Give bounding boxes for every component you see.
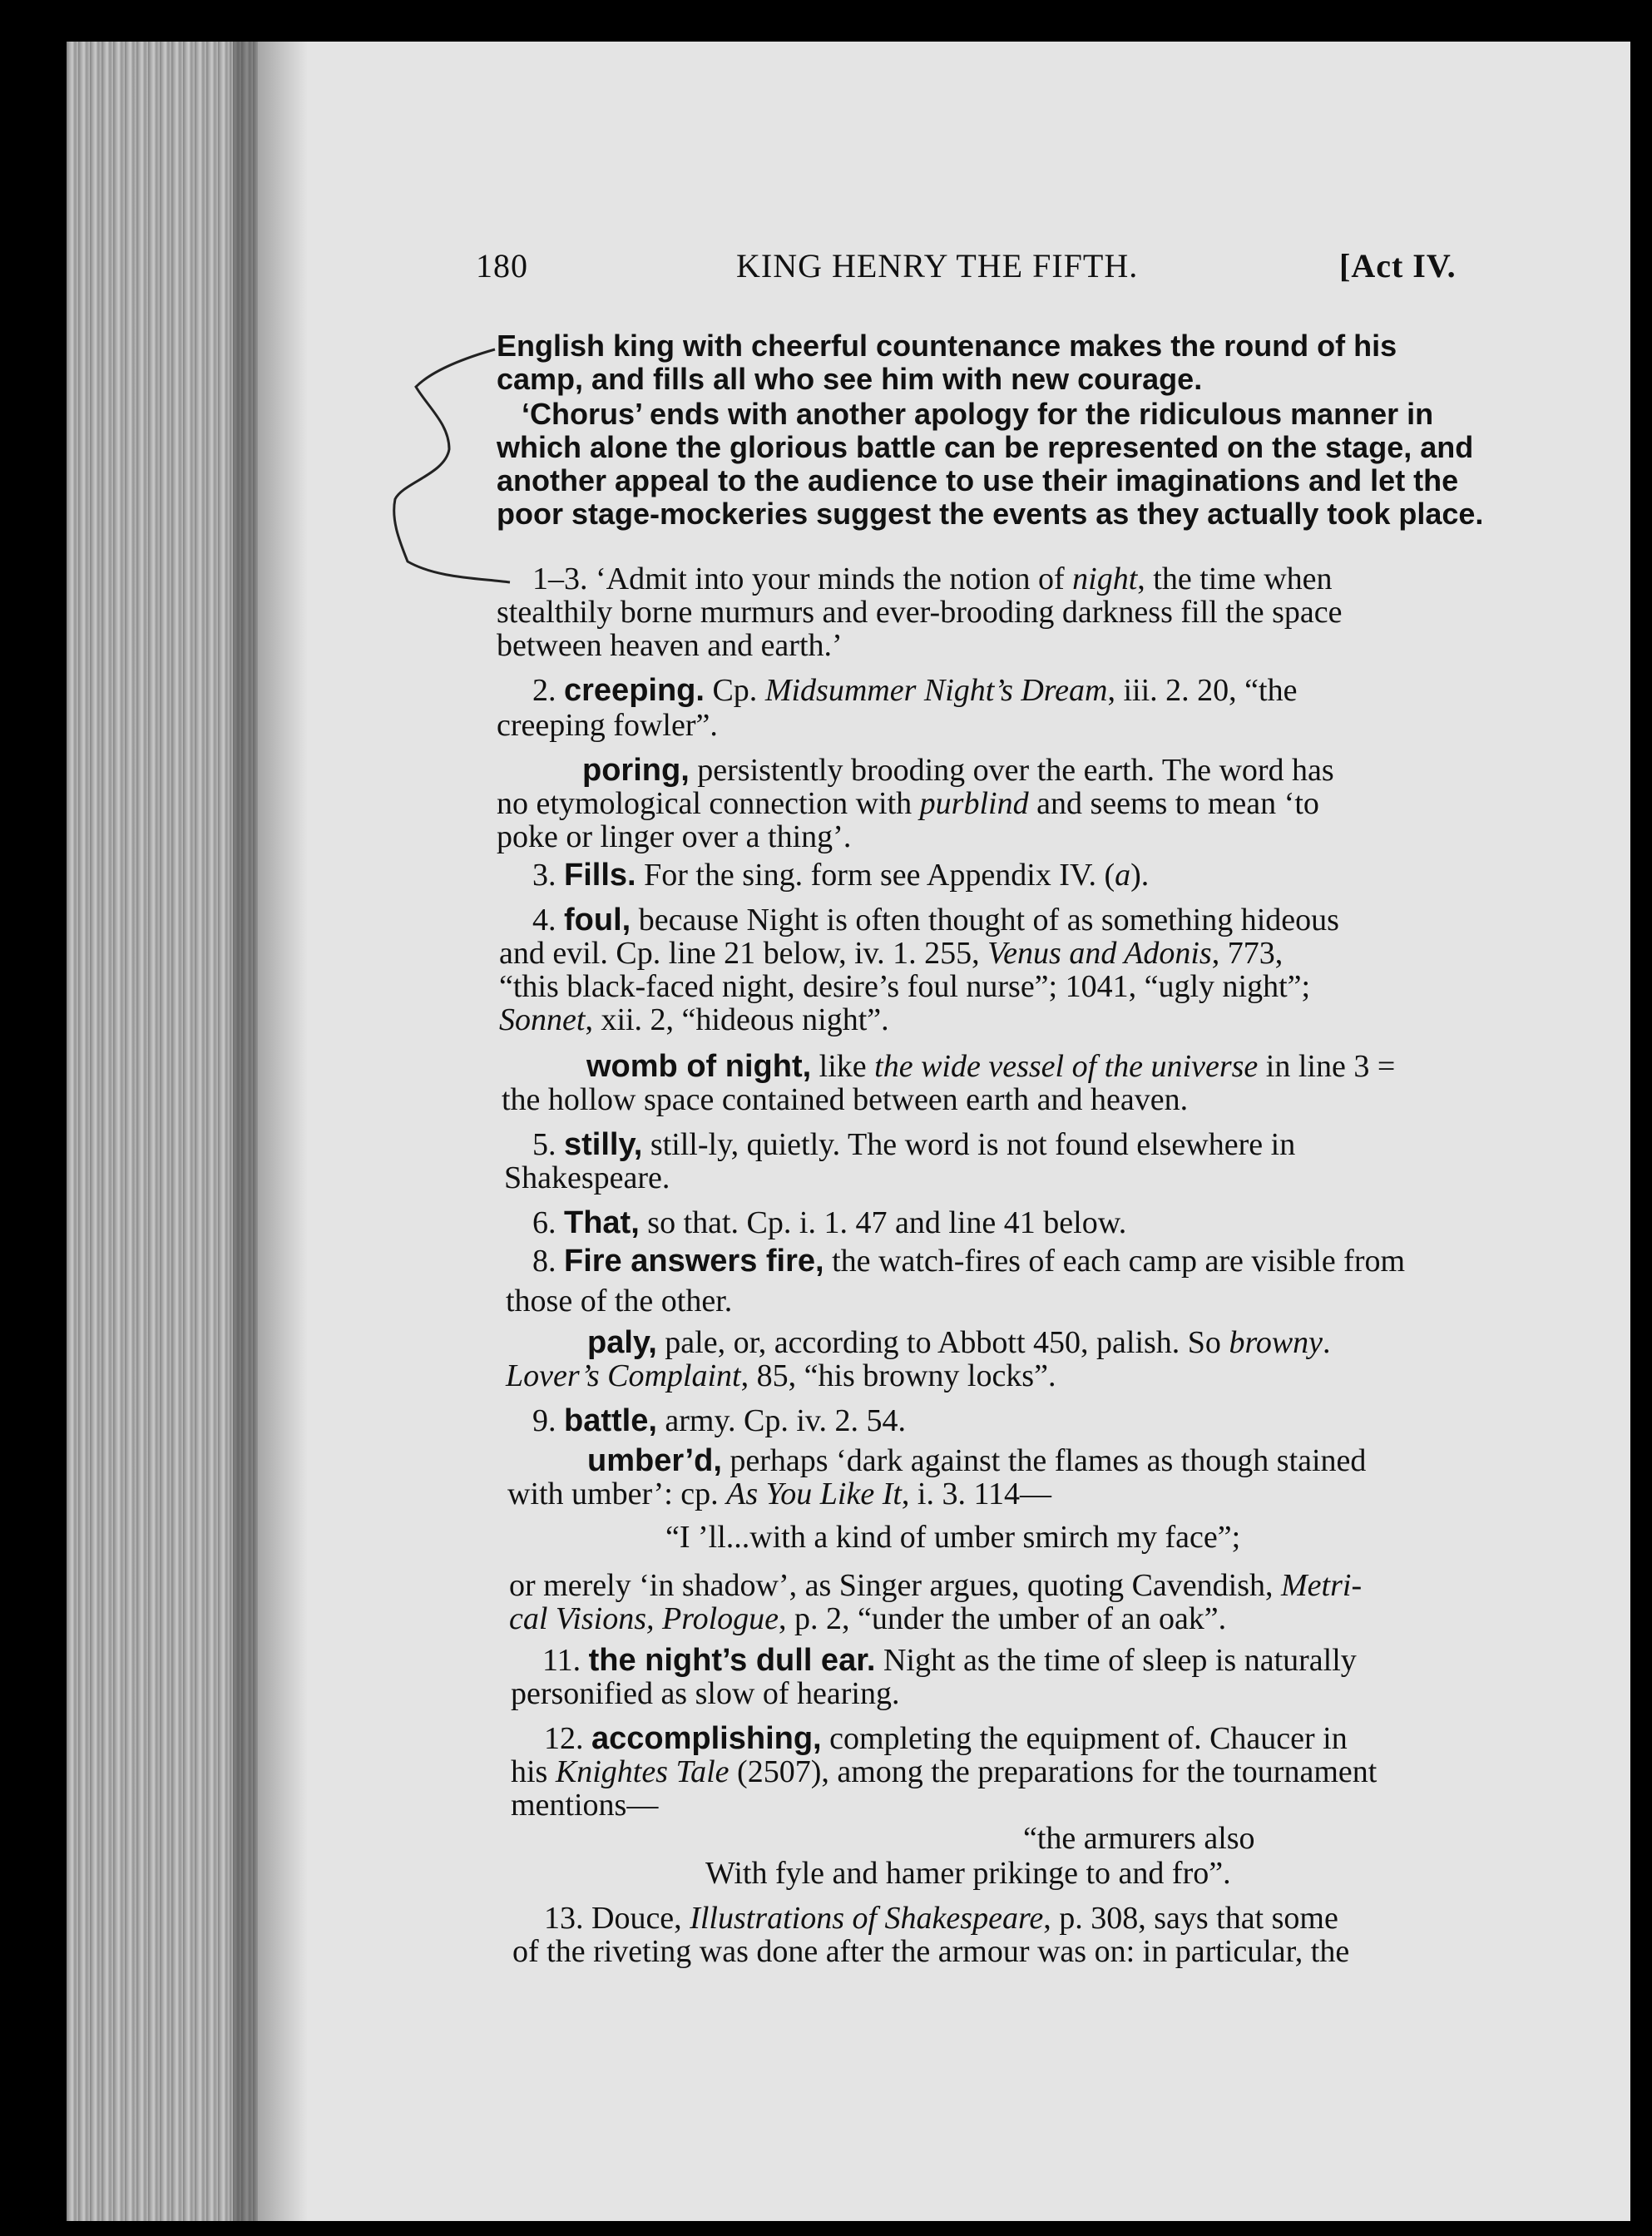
quotation-line: “I ’ll...with a kind of umber smirch my face”; [665,1520,1241,1555]
note-line [542,1644,1357,1677]
text-line: the hollow space contained between earth and heaven. [502,1082,1189,1117]
text-line: poor stage-mockeries suggest the events as they actually took place. [497,497,1484,531]
note-headword: battle, [564,1403,657,1438]
note-line [544,1902,1338,1935]
text-line: another appeal to the audience to use their imaginations and let the [497,463,1459,497]
italic-text: purblind [919,786,1029,821]
note-headword: stilly, [564,1127,643,1162]
italic-text: Sonnet [499,1002,586,1037]
note-line [509,1602,1226,1635]
text-line: mentions— [511,1788,659,1823]
note-text: , i. 3. 114— [901,1477,1052,1511]
note-line [532,1128,1295,1161]
page-number: 180 [476,247,528,284]
text-line: Shakespeare. [504,1160,670,1195]
italic-text: Midsummer Night’s Dream [764,673,1108,708]
note-text: Cp. [704,673,765,708]
binding-shadow [233,42,308,2221]
note-line [532,858,1149,892]
text-line: which alone the glorious battle can be represented on the stage, and [497,430,1474,464]
note-number: 2. [532,673,564,708]
note-text: , the time when [1137,561,1333,596]
note-text: ). [1130,858,1150,893]
note-text: , p. 308, says that some [1043,1901,1338,1936]
note-text: , 85, “his browny locks”. [740,1358,1056,1393]
italic-text: Illustrations of Shakespeare [690,1901,1044,1936]
text-line: stealthily borne murmurs and ever-brooding darkness fill the space [497,595,1343,630]
note-text: because Night is often thought of as something hideous [631,903,1339,937]
note-headword: foul, [564,903,631,937]
note-text: perhaps ‘dark against the flames as though stained [721,1443,1367,1478]
text-line: those of the other. [506,1284,733,1318]
note-line [499,1003,889,1036]
note-text: , p. 2, “under the umber of an oak”. [779,1601,1227,1636]
note-text: Night as the time of sleep is naturally [875,1643,1357,1678]
note-number: 8. [532,1244,564,1279]
quotation-line: With fyle and hamer prikinge to and fro”. [705,1856,1231,1891]
running-title: KING HENRY THE FIFTH. [736,247,1139,284]
note-text: army. Cp. iv. 2. 54. [656,1403,906,1438]
note-line [586,1050,1395,1083]
italic-text: As You Like It [726,1477,902,1511]
note-text: in line 3 = [1258,1049,1396,1084]
note-headword: accomplishing, [591,1721,822,1756]
text-line: “this black-faced night, desire’s foul nurse”; 1041, “ugly night”; [499,969,1311,1004]
note-text: , 773, [1211,936,1284,971]
note-text: and seems to mean ‘to [1028,786,1319,821]
note-line [532,1404,906,1437]
italic-text: Metri- [1281,1568,1363,1603]
text-line: English king with cheerful countenance makes the round of his [497,329,1397,363]
italic-text: browny [1229,1325,1323,1360]
act-label: [Act IV. [1339,247,1457,284]
note-line [532,1206,1126,1239]
note-line [511,1755,1377,1788]
note-headword: poring, [582,753,690,788]
note-line [507,1477,1051,1511]
note-text: completing the equipment of. Chaucer in [821,1721,1348,1756]
note-number: 5. [532,1127,564,1162]
note-text: the watch-fires of each camp are visible from [824,1244,1406,1279]
italic-text: night [1072,561,1138,596]
note-text: 1–3. ‘Admit into your minds the notion of [532,561,1073,596]
note-line [532,1244,1405,1278]
italic-text: Knightes Tale [555,1754,730,1789]
note-headword: womb of night, [586,1049,812,1084]
text-line: personified as slow of hearing. [511,1676,900,1711]
note-headword: That, [564,1205,640,1240]
note-line [499,937,1283,970]
note-headword: Fills. [564,858,636,893]
note-number: 11. [542,1643,589,1678]
note-text: like [811,1049,875,1084]
note-line [587,1444,1366,1477]
note-number: 4. [532,903,564,937]
italic-text: Lover’s Complaint [506,1358,741,1393]
note-text: his [511,1754,556,1789]
note-text: , xii. 2, “hideous night”. [585,1002,889,1037]
note-text: still-ly, quietly. The word is not found elsewhere in [642,1127,1296,1162]
note-line [497,787,1319,820]
note-number: 9. [532,1403,564,1438]
note-text: no etymological connection with [497,786,920,821]
note-text: and evil. Cp. line 21 below, iv. 1. 255, [499,936,988,971]
quotation-line: “the armurers also [1023,1821,1255,1856]
note-text: persistently brooding over the earth. The word has [689,753,1334,788]
note-headword: umber’d, [587,1443,722,1478]
note-headword: paly, [587,1325,657,1360]
text-line: between heaven and earth.’ [497,628,843,663]
italic-text: cal Visions, Prologue [509,1601,779,1636]
note-number: 3. [532,858,564,893]
note-number: 6. [532,1205,564,1240]
text-line: ‘Chorus’ ends with another apology for the ridiculous manner in [522,397,1434,431]
note-text: so that. Cp. i. 1. 47 and line 41 below. [639,1205,1127,1240]
note-line [544,1722,1348,1755]
note-headword: creeping. [564,673,705,708]
text-line: of the riveting was done after the armour was on: in particular, the [512,1934,1350,1969]
italic-text: a [1115,858,1131,893]
italic-text: Venus and Adonis [987,936,1212,971]
note-line [587,1326,1331,1359]
note-text: (2507), among the preparations for the tournament [729,1754,1377,1789]
note-text: with umber’: cp. [507,1477,727,1511]
note-text: 13. Douce, [544,1901,690,1936]
text-line: camp, and fills all who see him with new courage. [497,362,1203,396]
note-line [532,674,1297,707]
note-headword: Fire answers fire, [564,1244,824,1279]
note-headword: the night’s dull ear. [588,1643,876,1678]
note-line [532,562,1333,596]
note-line [509,1569,1362,1602]
note-line [582,754,1334,787]
note-text: or merely ‘in shadow’, as Singer argues, quoting Cavendish, [509,1568,1282,1603]
note-line [532,903,1339,937]
note-text: For the sing. form see Appendix IV. ( [636,858,1115,893]
note-text: . [1323,1325,1331,1360]
text-line: creeping fowler”. [497,708,718,743]
note-line [506,1359,1056,1393]
italic-text: the wide vessel of the universe [874,1049,1259,1084]
text-line: poke or linger over a thing’. [497,819,852,854]
note-text: pale, or, according to Abbott 450, palish. So [656,1325,1229,1360]
note-text: , iii. 2. 20, “the [1107,673,1298,708]
handwritten-bracket-mark [370,341,512,591]
note-number: 12. [544,1721,591,1756]
